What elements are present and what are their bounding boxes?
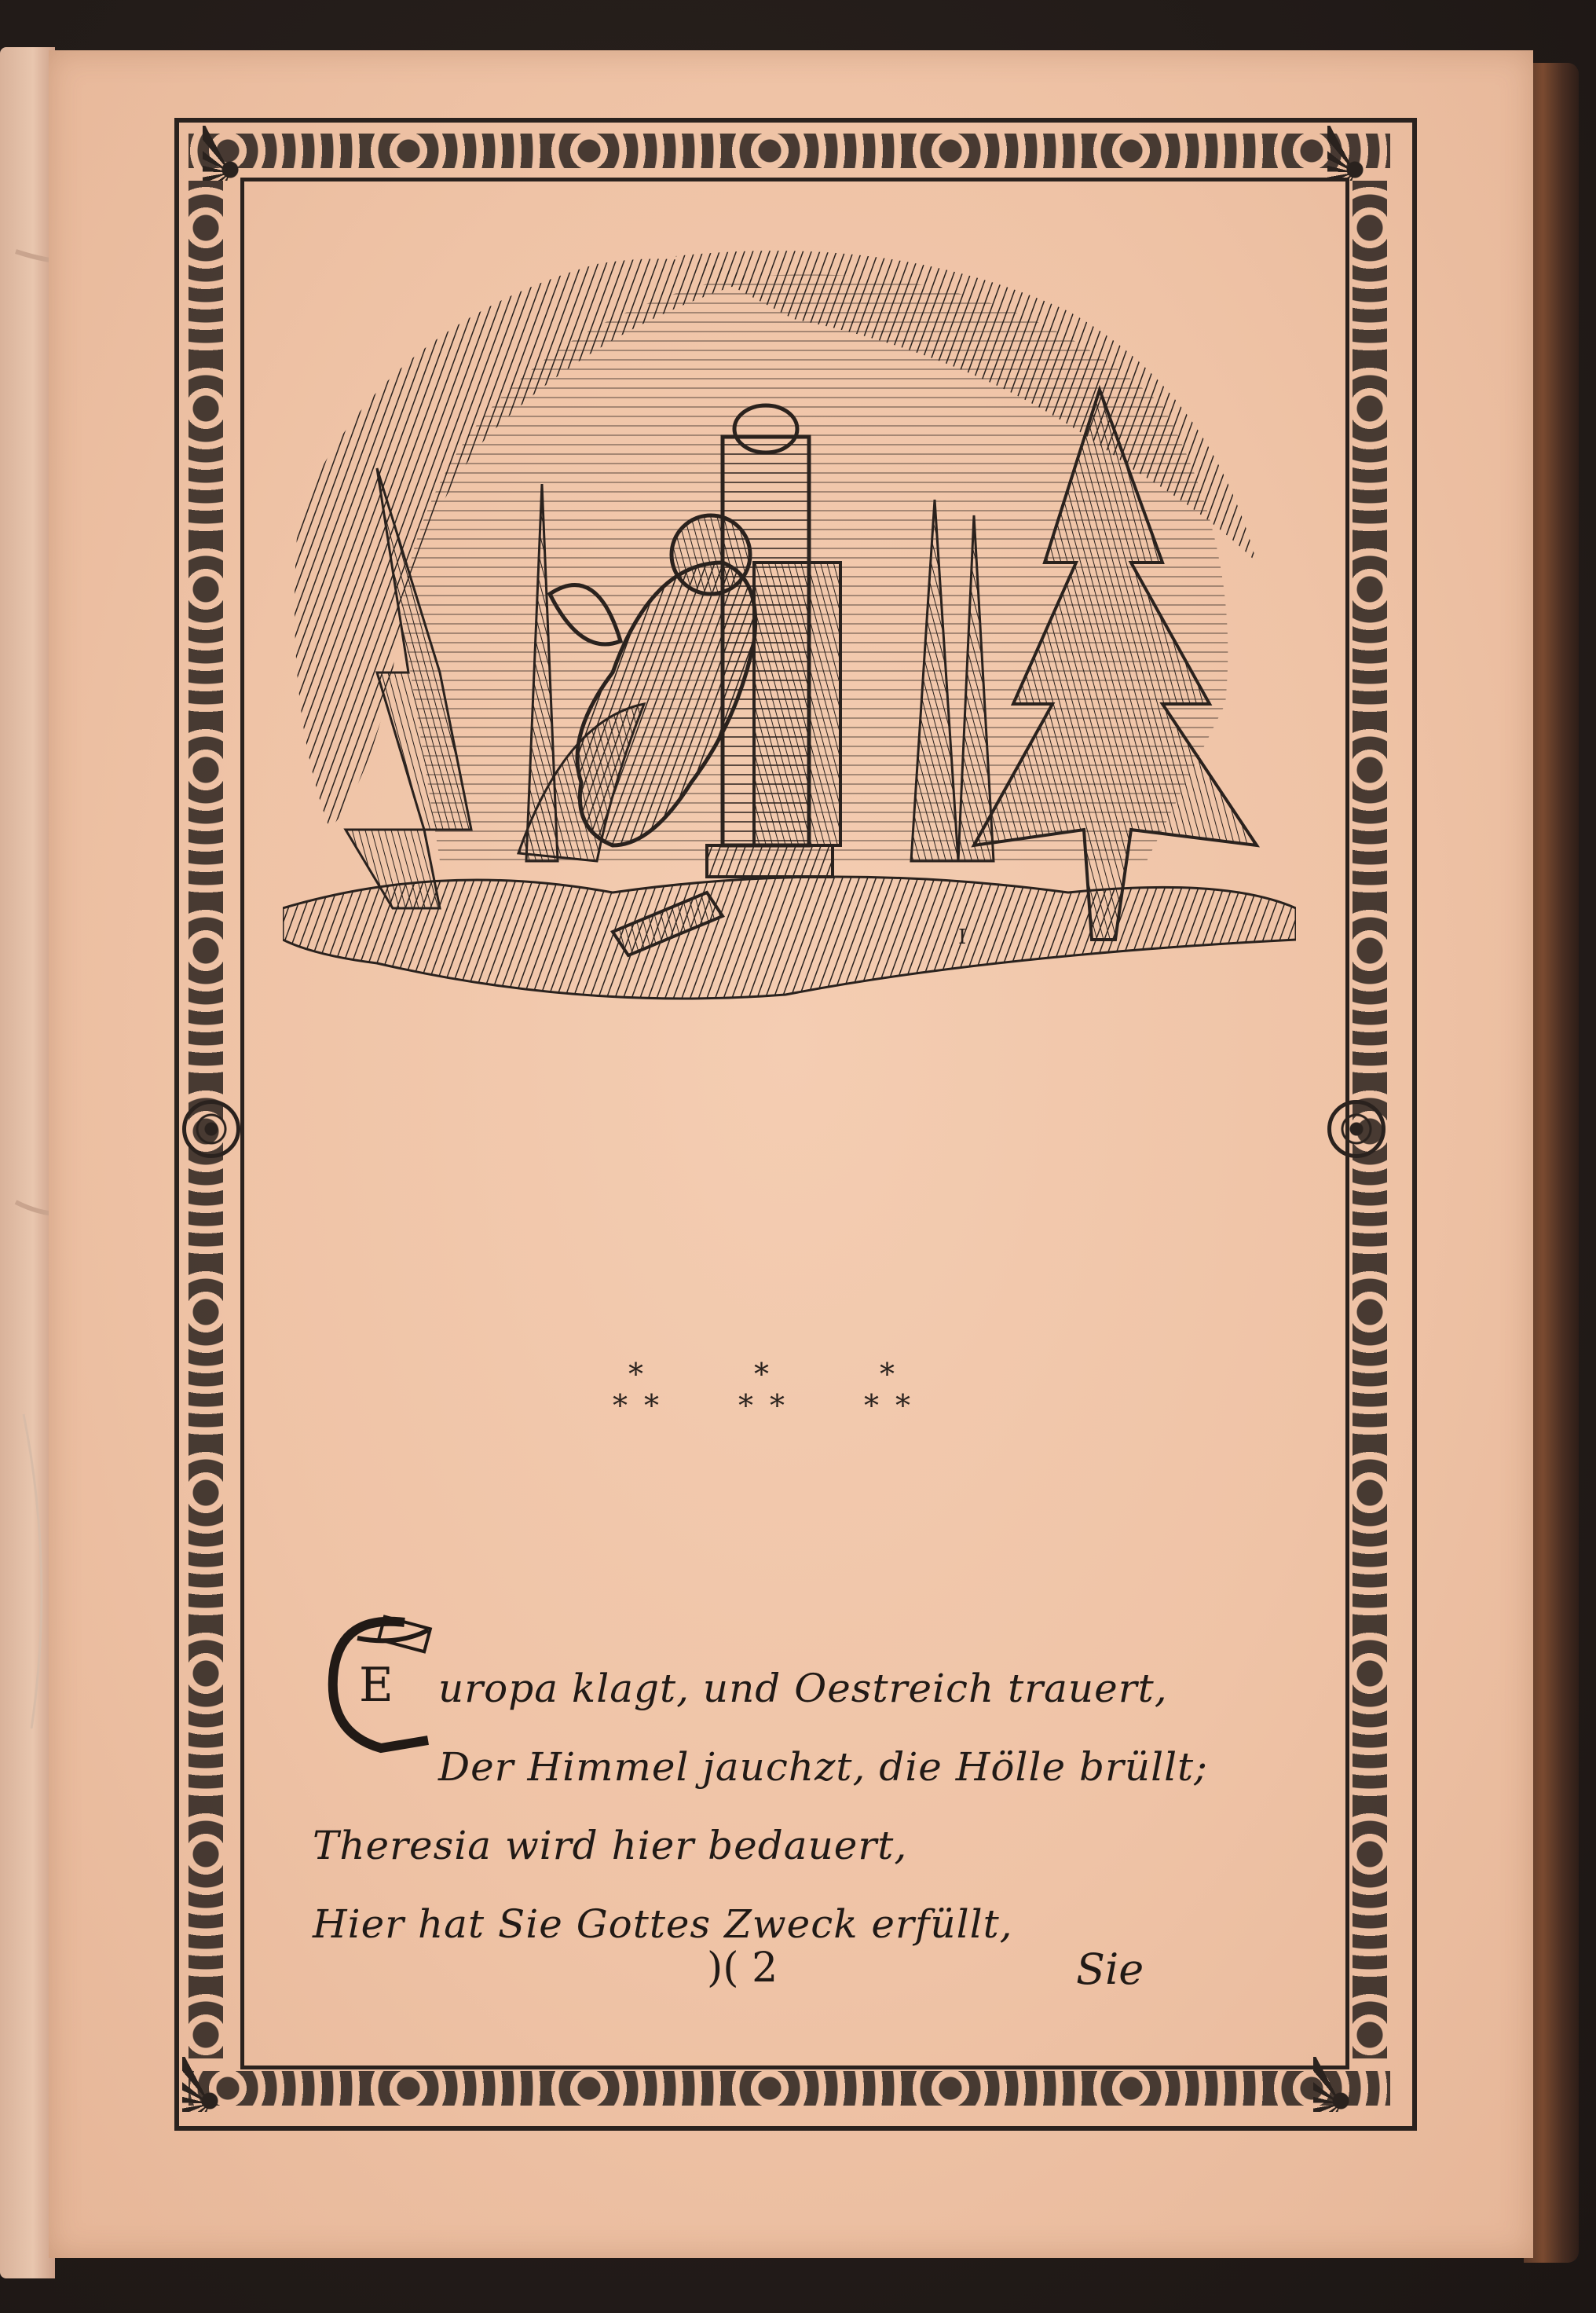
woodcut-illustration <box>283 233 1296 1015</box>
woodcut-monogram: I <box>958 926 967 949</box>
verse-line: Hier hat Sie Gottes Zweck erfüllt, <box>313 1901 1013 1947</box>
verse-line: uropa klagt, und Oestreich trauert, <box>438 1666 1168 1711</box>
catchword: Sie <box>1076 1945 1144 1994</box>
border-band-bottom <box>189 2071 1390 2106</box>
signature-mark: )( 2 <box>707 1945 778 1992</box>
verse-line: Der Himmel jauchzt, die Hölle brüllt; <box>438 1744 1208 1790</box>
initial-letter: E <box>359 1658 394 1713</box>
asterism-mark: * <box>644 1388 659 1423</box>
verse-line: Theresia wird hier bedauert, <box>313 1823 908 1868</box>
asterism-mark: * <box>880 1357 895 1391</box>
corner-palmette-icon <box>203 126 258 181</box>
decorated-initial <box>310 1607 436 1756</box>
asterism-mark: * <box>754 1357 769 1391</box>
rosette-icon <box>182 1100 240 1158</box>
corner-palmette-icon <box>1313 2057 1368 2112</box>
asterism-mark: * <box>864 1388 879 1423</box>
rosette-icon <box>1327 1100 1386 1158</box>
asterism-mark: * <box>895 1388 910 1423</box>
asterism-ornament <box>613 1359 943 1430</box>
corner-palmette-icon <box>1327 126 1382 181</box>
asterism-mark: * <box>628 1357 643 1391</box>
border-band-top <box>189 134 1390 168</box>
corner-palmette-icon <box>182 2057 237 2112</box>
asterism-mark: * <box>770 1388 785 1423</box>
asterism-mark: * <box>613 1388 628 1423</box>
asterism-mark: * <box>738 1388 753 1423</box>
